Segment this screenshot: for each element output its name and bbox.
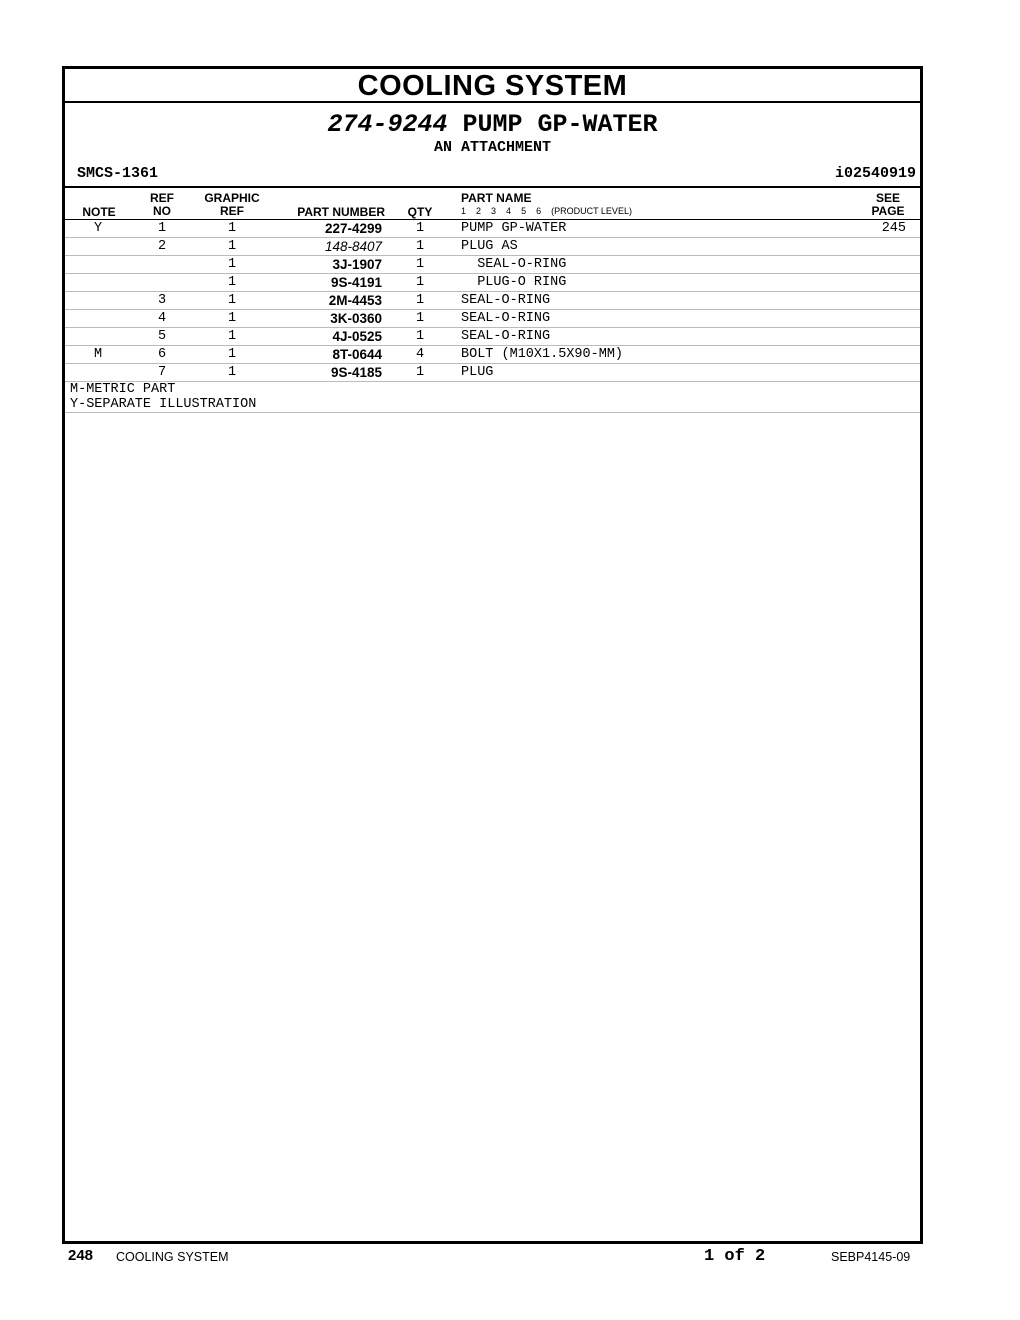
table-row: 5 1 4J-0525 1 SEAL-O-RING (65, 328, 920, 346)
group-number: 274-9244 (327, 110, 448, 139)
page-footer (0, 1247, 1020, 1271)
table-row: 1 9S-4191 1 PLUG-O RING (65, 274, 920, 292)
part-number-link[interactable]: 4J-0525 (332, 329, 382, 344)
part-number-link[interactable]: 3J-1907 (332, 257, 382, 272)
table-row: 2 1 148-8407 1 PLUG AS (65, 238, 920, 256)
table-row: 7 1 9S-4185 1 PLUG (65, 364, 920, 382)
col-header-part-number: PART NUMBER (297, 205, 385, 219)
part-number-link[interactable]: 3K-0360 (330, 311, 382, 326)
see-page-link[interactable]: 245 (881, 221, 906, 236)
smcs-code: SMCS-1361 (77, 165, 159, 182)
illustration-id: i02540919 (834, 165, 916, 182)
note-separate-illustration: Y-SEPARATE ILLUSTRATION (70, 397, 257, 412)
col-header-part-name: PART NAME (461, 191, 532, 205)
part-number-link[interactable]: 9S-4185 (330, 365, 382, 380)
footer-section: COOLING SYSTEM (116, 1250, 229, 1264)
group-subtitle: AN ATTACHMENT (433, 139, 552, 156)
footer-document-id: SEBP4145-09 (831, 1250, 911, 1264)
footer-page-number: 248 (68, 1247, 94, 1264)
part-number-link[interactable]: 8T-0644 (332, 347, 382, 362)
parts-table (65, 220, 920, 382)
product-level-row: 1 2 3 4 5 6 (PRODUCT LEVEL) (461, 206, 632, 216)
parts-page-frame (62, 66, 923, 1244)
col-header-ref-no: REF NO (150, 191, 174, 218)
footer-sheet: 1 of 2 (704, 1247, 766, 1266)
table-row: 3 1 2M-4453 1 SEAL-O-RING (65, 292, 920, 310)
note-metric: M-METRIC PART (70, 382, 176, 397)
table-row: 1 3J-1907 1 SEAL-O-RING (65, 256, 920, 274)
table-row: Y 1 1 227-4299 1 PUMP GP-WATER 245 (65, 220, 920, 238)
col-header-see-page: SEE PAGE (871, 191, 905, 218)
notes-legend (70, 382, 256, 412)
col-header-note: NOTE (82, 205, 116, 219)
group-name: PUMP GP-WATER (462, 110, 658, 139)
col-header-graphic-ref: GRAPHIC REF (204, 191, 260, 218)
part-number-link[interactable]: 148-8407 (324, 239, 382, 254)
part-number-link[interactable]: 9S-4191 (330, 275, 382, 290)
page-title: COOLING SYSTEM (65, 69, 920, 103)
table-row: 4 1 3K-0360 1 SEAL-O-RING (65, 310, 920, 328)
table-row: M 6 1 8T-0644 4 BOLT (M10X1.5X90-MM) (65, 346, 920, 364)
group-heading (65, 111, 920, 139)
notes-divider (65, 412, 920, 413)
header-divider (65, 186, 920, 188)
col-header-qty: QTY (407, 205, 433, 219)
part-number-link[interactable]: 2M-4453 (328, 293, 382, 308)
part-number-link[interactable]: 227-4299 (324, 221, 382, 236)
